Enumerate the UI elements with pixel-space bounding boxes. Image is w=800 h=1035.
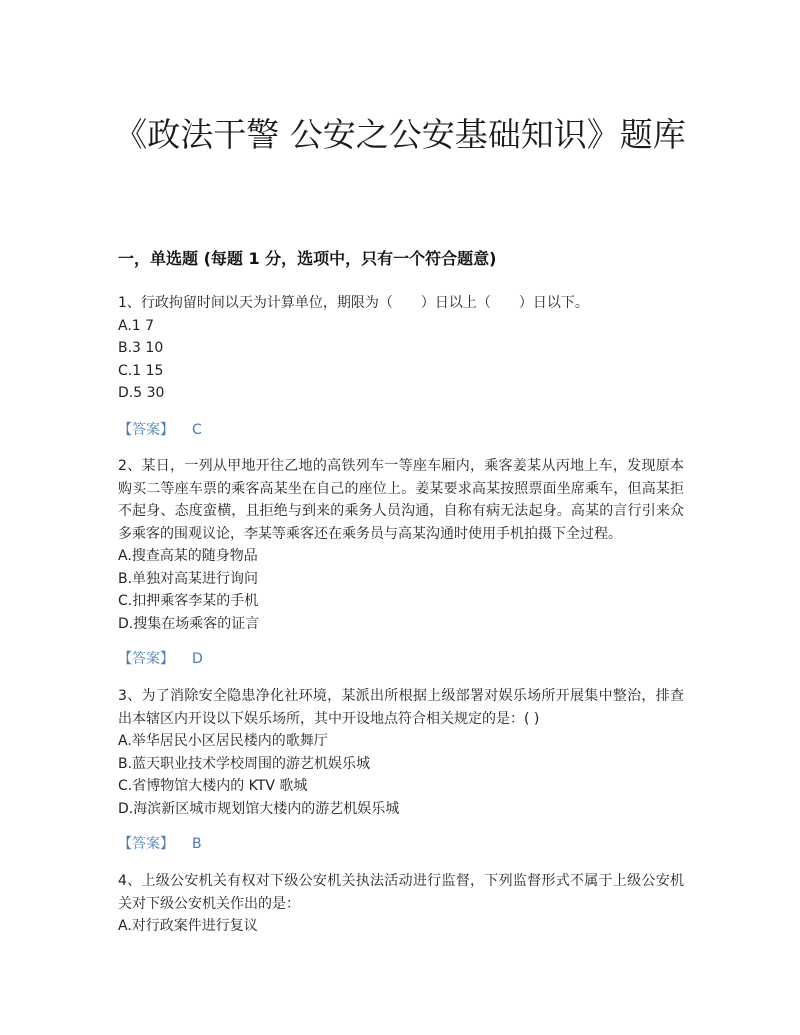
question-option: D.海滨新区城市规划馆大楼内的游艺机娱乐城 xyxy=(118,800,400,817)
question-option: B.3 10 xyxy=(118,340,164,356)
section-heading: 一，单选题 (每题 1 分，选项中，只有一个符合题意) xyxy=(118,249,497,268)
answer-value: D xyxy=(192,651,203,667)
question-stem: 4、上级公安机关有权对下级公安机关执法活动进行监督，下列监督形式不属于上级公安机关对下级公安机关作出的是： xyxy=(118,873,684,912)
question-option: C.省博物馆大楼内的 KTV 歌城 xyxy=(118,778,308,794)
answer-value: B xyxy=(192,836,202,852)
question-stem: 1、行政拘留时间以天为计算单位，期限为（ ）日以上（ ）日以下。 xyxy=(118,295,589,311)
question-3 xyxy=(118,685,684,820)
question-1 xyxy=(118,292,684,405)
question-option: A.搜查高某的随身物品 xyxy=(118,548,258,564)
question-option: D.搜集在场乘客的证言 xyxy=(118,615,260,632)
document-title: 《政法干警 公安之公安基础知识》题库 xyxy=(114,115,686,154)
answer-value: C xyxy=(192,422,202,438)
answer-3 xyxy=(118,833,202,855)
answer-2 xyxy=(118,648,203,670)
question-option: D.5 30 xyxy=(118,385,165,401)
question-option: B.蓝天职业技术学校周围的游艺机娱乐城 xyxy=(118,755,371,772)
question-option: A.对行政案件进行复议 xyxy=(118,918,258,934)
answer-label: 【答案】 xyxy=(118,422,174,438)
question-option: A.举华居民小区居民楼内的歌舞厅 xyxy=(118,733,328,749)
question-stem: 3、为了消除安全隐患净化社环境，某派出所根据上级部署对娱乐场所开展集中整治，排查出本辖区内开设以下娱乐场所，其中开设地点符合相关规定的是：( ) xyxy=(118,688,684,727)
answer-1 xyxy=(118,419,202,441)
question-option: C.扣押乘客李某的手机 xyxy=(118,593,259,609)
question-option: B.单独对高某进行询问 xyxy=(118,570,259,587)
question-2 xyxy=(118,455,684,635)
answer-label: 【答案】 xyxy=(118,836,174,852)
question-4 xyxy=(118,870,684,938)
question-option: A.1 7 xyxy=(118,317,155,334)
answer-label: 【答案】 xyxy=(118,651,174,667)
question-option: C.1 15 xyxy=(118,362,164,379)
question-stem: 2、某日，一列从甲地开往乙地的高铁列车一等座车厢内，乘客姜某从丙地上车，发现原本购买二等座车票的乘客高某坐在自己的座位上。姜某要求高某按照票面坐席乘车，但高某拒不起身、态度蛮横，且拒绝与到来的乘务人员沟通，自称有病无法起身。高某的言行引来众多乘客的围观议论，李某等乘客还在乘务员与高某沟通时使用手机拍摄下全过程。 xyxy=(118,458,684,542)
